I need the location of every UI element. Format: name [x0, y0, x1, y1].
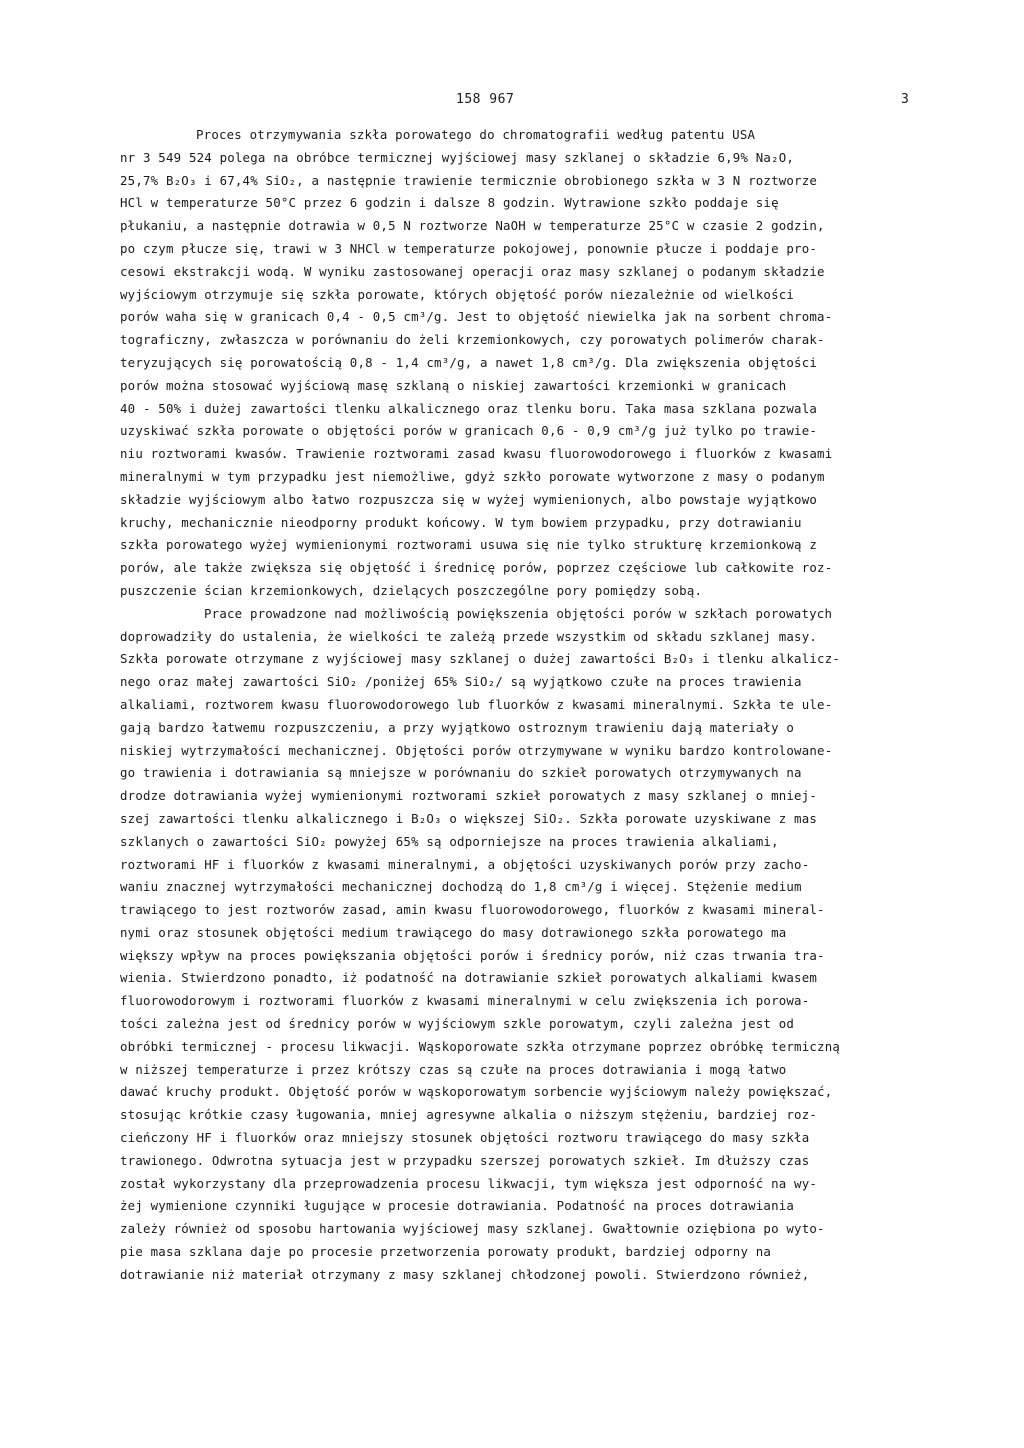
text-line: teryzujących się porowatością 0,8 - 1,4 cm³/g, a nawet 1,8 cm³/g. Dla zwiększenia objętości: [120, 354, 818, 370]
text-line: gają bardzo łatwemu rozpuszczeniu, a przy wyjątkowo ostroznym trawieniu dają materiały o: [120, 719, 795, 735]
text-line: waniu znacznej wytrzymałości mechanicznej dochodzą do 1,8 cm³/g i więcej. Stężenie medium: [120, 879, 802, 895]
text-line: Prace prowadzone nad możliwością powiększenia objętości porów w szkłach porowatych: [204, 605, 833, 621]
text-line: porów waha się w granicach 0,4 - 0,5 cm³/g. Jest to objętość niewielka jak na sorbent chroma-: [120, 309, 833, 325]
text-line: nymi oraz stosunek objętości medium trawiącego do masy dotrawionego szkła porowatego ma: [120, 924, 787, 940]
text-line: roztworami HF i fluorków z kwasami mineralnymi, a objętości uzyskiwanych porów przy zacho-: [120, 856, 810, 872]
text-line: uzyskiwać szkła porowate o objętości porów w granicach 0,6 - 0,9 cm³/g już tylko po trawie-: [120, 423, 818, 439]
text-line: większy wpływ na proces powiększania objętości porów i średnicy porów, niż czas trwania tra-: [120, 947, 825, 963]
page-header: [0, 92, 1024, 116]
text-line: trawiącego to jest roztworów zasad, amin kwasu fluorowodorowego, fluorków z kwasami mineral-: [120, 902, 825, 918]
text-line: żej wymienione czynniki ługujące w procesie dotrawiania. Podatność na proces dotrawiania: [120, 1198, 795, 1214]
text-line: cieńczony HF i fluorków oraz mniejszy stosunek objętości roztworu trawiącego do masy szkła: [120, 1130, 810, 1146]
text-line: został wykorzystany dla przeprowadzenia procesu likwacji, tym większa jest odporność na wy-: [120, 1175, 818, 1191]
text-line: 25,7% B₂O₃ i 67,4% SiO₂, a następnie trawienie termicznie obrobionego szkła w 3 N roztworze: [120, 172, 818, 188]
text-line: płukaniu, a następnie dotrawia w 0,5 N roztworze NaOH w temperaturze 25°C w czasie 2 godzin,: [120, 218, 825, 234]
text-line: porów można stosować wyjściową masę szklaną o niskiej zawartości krzemionki w granicach: [120, 377, 787, 393]
text-line: po czym płucze się, trawi w 3 NHCl w temperaturze pokojowej, ponownie płucze i poddaje pro-: [120, 240, 818, 256]
text-line: wyjściowym otrzymuje się szkła porowate, których objętość porów niezależnie od wielkości: [120, 286, 795, 302]
patent-number: 158 967: [456, 92, 515, 107]
text-line: kruchy, mechanicznie nieodporny produkt końcowy. W tym bowiem przypadku, przy dotrawianiu: [120, 514, 802, 530]
text-line: obróbki termicznej - procesu likwacji. Wąskoporowate szkła otrzymane poprzez obróbkę termiczną: [120, 1038, 841, 1054]
text-line: niskiej wytrzymałości mechanicznej. Objętości porów otrzymywane w wyniku bardzo kontrolowane-: [120, 742, 833, 758]
text-line: alkaliami, roztworem kwasu fluorowodorowego lub fluorków z kwasami mineralnymi. Szkła te ule-: [120, 696, 833, 712]
text-line: w niższej temperaturze i przez krótszy czas są czułe na proces dotrawiania i mogą łatwo: [120, 1061, 787, 1077]
text-line: go trawienia i dotrawiania są mniejsze w porównaniu do szkieł porowatych otrzymywanych na: [120, 765, 802, 781]
text-line: trawionego. Odwrotna sytuacja jest w przypadku szerszej porowatych szkieł. Im dłuższy czas: [120, 1152, 810, 1168]
text-line: puszczenie ścian krzemionkowych, dzielących poszczególne pory pomiędzy sobą.: [120, 582, 703, 598]
text-line: dawać kruchy produkt. Objętość porów w wąskoporowatym sorbencie wyjściowym należy powiększać,: [120, 1084, 833, 1100]
page-number: 3: [901, 92, 910, 107]
text-line: pie masa szklana daje po procesie przetworzenia porowaty produkt, bardziej odporny na: [120, 1244, 772, 1260]
text-line: składzie wyjściowym albo łatwo rozpuszcza się w wyżej wymienionych, albo powstaje wyjątkowo: [120, 491, 818, 507]
text-line: fluorowodorowym i roztworami fluorków z kwasami mineralnymi w celu zwiększenia ich porowa-: [120, 993, 810, 1009]
text-line: stosując krótkie czasy ługowania, mniej agresywne alkalia o niższym stężeniu, bardziej roz-: [120, 1107, 818, 1123]
text-line: tości zależna jest od średnicy porów w wyjściowym szkle porowatym, czyli zależna jest od: [120, 1016, 795, 1032]
text-line: mineralnymi w tym przypadku jest niemożliwe, gdyż szkło porowate wytworzone z masy o podanym: [120, 468, 825, 484]
text-line: Szkła porowate otrzymane z wyjściowej masy szklanej o dużej zawartości B₂O₃ i tlenku alkalicz-: [120, 651, 841, 667]
text-line: porów, ale także zwiększa się objętość i średnicę porów, poprzez częściowe lub całkowite roz-: [120, 560, 833, 576]
text-line: nr 3 549 524 polega na obróbce termicznej wyjściowej masy szklanej o składzie 6,9% Na₂O,: [120, 149, 795, 165]
document-body: [120, 124, 950, 1287]
text-line: niu roztworami kwasów. Trawienie roztworami zasad kwasu fluorowodorowego i fluorków z kwasami: [120, 446, 833, 462]
text-line: HCl w temperaturze 50°C przez 6 godzin i dalsze 8 godzin. Wytrawione szkło poddaje się: [120, 195, 779, 211]
text-line: nego oraz małej zawartości SiO₂ /poniżej 65% SiO₂/ są wyjątkowo czułe na proces trawienia: [120, 674, 802, 690]
text-line: szej zawartości tlenku alkalicznego i B₂O₃ o większej SiO₂. Szkła porowate uzyskiwane z mas: [120, 810, 818, 826]
text-line: zależy również od sposobu hartowania wyjściowej masy szklanej. Gwałtownie oziębiona po wyto-: [120, 1221, 825, 1237]
text-line: dotrawianie niż materiał otrzymany z masy szklanej chłodzonej powoli. Stwierdzono również,: [120, 1266, 810, 1282]
text-line: cesowi ekstrakcji wodą. W wyniku zastosowanej operacji oraz masy szklanej o podanym składzie: [120, 263, 825, 279]
text-line: tograficzny, zwłaszcza w porównaniu do żeli krzemionkowych, czy porowatych polimerów charak-: [120, 332, 825, 348]
text-line: drodze dotrawiania wyżej wymienionymi roztworami szkieł porowatych z masy szklanej o mniej-: [120, 788, 818, 804]
text-line: doprowadziły do ustalenia, że wielkości te zależą przede wszystkim od składu szklanej masy.: [120, 628, 818, 644]
text-line: Proces otrzymywania szkła porowatego do chromatografii według patentu USA: [196, 127, 756, 142]
text-line: wienia. Stwierdzono ponadto, iż podatność na dotrawianie szkieł porowatych alkaliami kwasem: [120, 970, 818, 986]
text-line: 40 - 50% i dużej zawartości tlenku alkalicznego oraz tlenku boru. Taka masa szklana pozwala: [120, 400, 818, 416]
text-line: szklanych o zawartości SiO₂ powyżej 65% są odporniejsze na proces trawienia alkaliami,: [120, 833, 779, 849]
text-line: szkła porowatego wyżej wymienionymi roztworami usuwa się nie tylko strukturę krzemionkową z: [120, 537, 818, 553]
